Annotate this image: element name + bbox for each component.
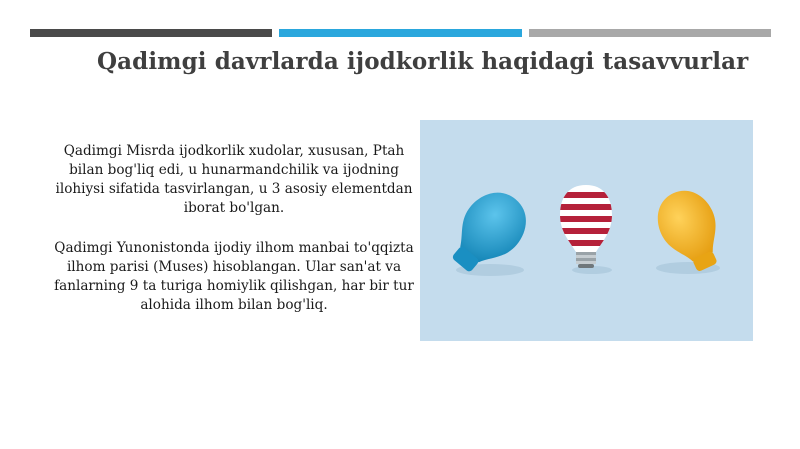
accent-bar-gray bbox=[529, 29, 771, 37]
top-accent-bars bbox=[30, 29, 771, 37]
slide-body bbox=[48, 142, 420, 336]
accent-bar-blue bbox=[279, 29, 522, 37]
paragraph-egypt: Qadimgi Misrda ijodkorlik xudolar, xususan, Ptah bilan bog'liq edi, u hunarmandchilik va ijodning ilohiysi sifatida tasvirlangan, u 3 asosiy elementdan iborat bo'lgan. bbox=[55, 143, 413, 216]
paragraph-greece: Qadimgi Yunonistonda ijodiy ilhom manbai to'qqizta ilhom parisi (Muses) hisoblangan. Ular san'at va fanlarning 9 ta turiga homiylik qilishgan, har bir tur alohida ilhom bilan bog'liq. bbox=[54, 240, 414, 313]
accent-bar-dark bbox=[30, 29, 272, 37]
light-bulbs-image bbox=[420, 120, 753, 341]
slide-title: Qadimgi davrlarda ijodkorlik haqidagi tasavvurlar bbox=[97, 48, 749, 75]
